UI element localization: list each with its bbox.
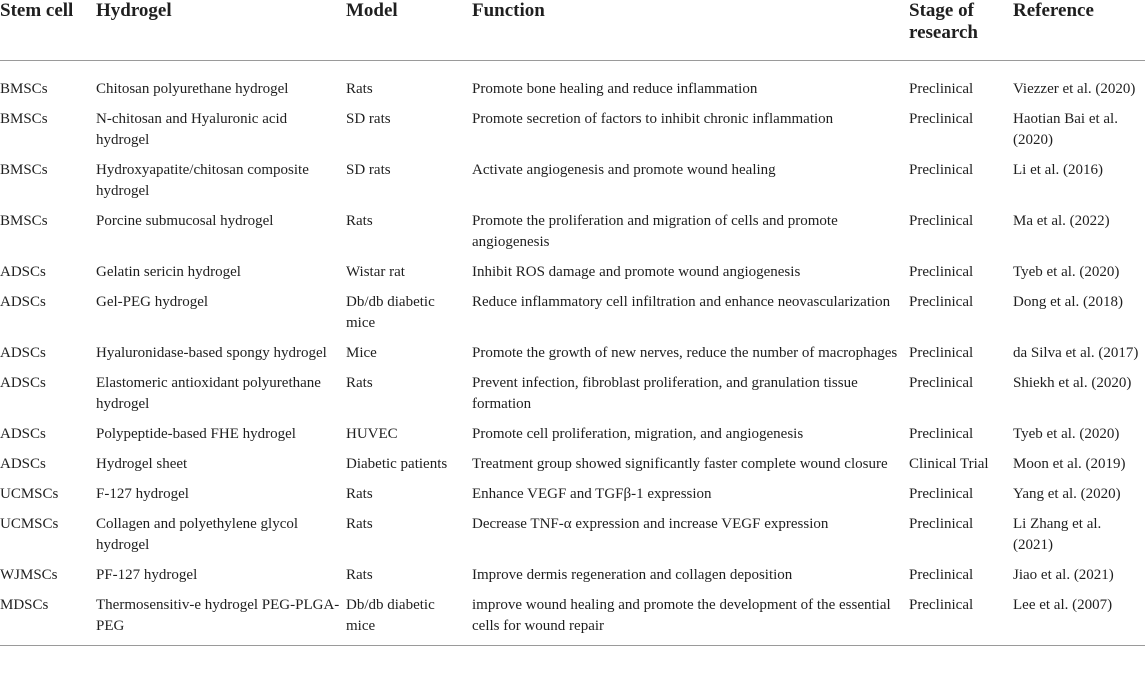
stage-cell: Preclinical bbox=[909, 516, 974, 532]
function-cell: Activate angiogenesis and promote wound healing bbox=[472, 162, 776, 178]
reference-cell: Li Zhang et al. (2021) bbox=[1013, 516, 1102, 553]
stage-cell: Preclinical bbox=[909, 567, 974, 583]
stem-cell-cell: BMSCs bbox=[0, 111, 48, 127]
stem-cell-cell: ADSCs bbox=[0, 375, 46, 391]
reference-cell: Viezzer et al. (2020) bbox=[1013, 81, 1136, 97]
function-cell: Promote secretion of factors to inhibit chronic inflammation bbox=[472, 111, 834, 127]
hydrogel-cell: Porcine submucosal hydrogel bbox=[96, 213, 274, 229]
table-row bbox=[0, 595, 1145, 646]
stem-cell-cell: ADSCs bbox=[0, 345, 46, 361]
stage-cell: Preclinical bbox=[909, 486, 974, 502]
reference-cell: Shiekh et al. (2020) bbox=[1013, 375, 1132, 391]
model-cell: Rats bbox=[346, 375, 373, 391]
stem-cell-cell: ADSCs bbox=[0, 426, 46, 442]
reference-cell: Moon et al. (2019) bbox=[1013, 456, 1126, 472]
hydrogel-cell: PF-127 hydrogel bbox=[96, 567, 198, 583]
model-cell: Diabetic patients bbox=[346, 456, 448, 472]
stage-cell: Preclinical bbox=[909, 426, 974, 442]
table-header-row bbox=[0, 0, 1145, 61]
stem-cell-cell: BMSCs bbox=[0, 213, 48, 229]
model-cell: Rats bbox=[346, 81, 373, 97]
model-cell: Db/db diabetic mice bbox=[346, 595, 472, 646]
function-cell: Promote cell proliferation, migration, and angiogenesis bbox=[472, 426, 804, 442]
model-cell: SD rats bbox=[346, 111, 391, 127]
table-row bbox=[0, 514, 1145, 565]
table-row bbox=[0, 373, 1145, 424]
stage-cell: Preclinical bbox=[909, 264, 974, 280]
reference-cell: Haotian Bai et al. (2020) bbox=[1013, 111, 1118, 148]
table-row bbox=[0, 160, 1145, 211]
stem-cell-cell: ADSCs bbox=[0, 294, 46, 310]
hydrogel-cell: Gel-PEG hydrogel bbox=[96, 294, 209, 310]
stage-cell: Preclinical bbox=[909, 375, 974, 391]
stage-cell: Preclinical bbox=[909, 213, 974, 229]
function-cell: Promote the growth of new nerves, reduce the number of macrophages bbox=[472, 345, 898, 361]
table-row bbox=[0, 343, 1145, 373]
model-cell: Rats bbox=[346, 213, 373, 229]
function-cell: Prevent infection, fibroblast proliferation, and granulation tissue formation bbox=[472, 375, 858, 412]
function-cell: Decrease TNF-α expression and increase VEGF expression bbox=[472, 516, 829, 532]
model-cell: Wistar rat bbox=[346, 264, 405, 280]
model-cell: HUVEC bbox=[346, 426, 398, 442]
table-row bbox=[0, 565, 1145, 595]
hydrogel-cell: F-127 hydrogel bbox=[96, 486, 189, 502]
hydrogel-cell: Hydrogel sheet bbox=[96, 456, 188, 472]
model-cell: Db/db diabetic mice bbox=[346, 294, 435, 331]
reference-cell: Tyeb et al. (2020) bbox=[1013, 264, 1120, 280]
function-cell: Reduce inflammatory cell infiltration and enhance neovascularization bbox=[472, 294, 891, 310]
stage-cell: Preclinical bbox=[909, 162, 974, 178]
hydrogel-cell: Elastomeric antioxidant polyurethane hydrogel bbox=[96, 375, 321, 412]
stem-cell-cell: BMSCs bbox=[0, 81, 48, 97]
table-row bbox=[0, 424, 1145, 454]
hydrogel-cell: Gelatin sericin hydrogel bbox=[96, 264, 241, 280]
hydrogel-cell: Chitosan polyurethane hydrogel bbox=[96, 81, 289, 97]
hydrogel-cell: Thermosensitiv-e hydrogel PEG-PLGA-PEG bbox=[96, 595, 346, 646]
hydrogel-cell: N-chitosan and Hyaluronic acid hydrogel bbox=[96, 111, 288, 148]
stage-cell: Preclinical bbox=[909, 81, 974, 97]
reference-cell: da Silva et al. (2017) bbox=[1013, 345, 1139, 361]
function-cell: Promote bone healing and reduce inflammation bbox=[472, 81, 758, 97]
table-row bbox=[0, 61, 1145, 110]
stem-cell-cell: ADSCs bbox=[0, 264, 46, 280]
header-function: Function bbox=[472, 0, 909, 61]
stem-cell-cell: WJMSCs bbox=[0, 567, 58, 583]
stage-cell: Preclinical bbox=[909, 294, 974, 310]
stage-cell: Preclinical bbox=[909, 111, 974, 127]
stem-cell-cell: ADSCs bbox=[0, 456, 46, 472]
stem-cell-cell: MDSCs bbox=[0, 595, 96, 646]
function-cell: Improve dermis regeneration and collagen deposition bbox=[472, 567, 793, 583]
stem-cell-cell: BMSCs bbox=[0, 162, 48, 178]
table-body bbox=[0, 61, 1145, 646]
reference-cell: Jiao et al. (2021) bbox=[1013, 567, 1114, 583]
table-row bbox=[0, 211, 1145, 262]
table-row bbox=[0, 109, 1145, 160]
hydrogel-cell: Hyaluronidase-based spongy hydrogel bbox=[96, 345, 327, 361]
stage-cell: Preclinical bbox=[909, 595, 1013, 646]
reference-cell: Lee et al. (2007) bbox=[1013, 595, 1145, 646]
stem-cell-cell: UCMSCs bbox=[0, 516, 59, 532]
header-hydrogel: Hydrogel bbox=[96, 0, 346, 61]
table-row bbox=[0, 292, 1145, 343]
model-cell: Rats bbox=[346, 516, 373, 532]
function-cell: Enhance VEGF and TGFβ-1 expression bbox=[472, 486, 712, 502]
header-stage-of-research: Stage of research bbox=[909, 0, 1013, 61]
header-stem-cell: Stem cell bbox=[0, 0, 96, 61]
model-cell: SD rats bbox=[346, 162, 391, 178]
table-row bbox=[0, 454, 1145, 484]
function-cell: improve wound healing and promote the development of the essential cells for wound repair bbox=[472, 595, 909, 646]
hydrogel-cell: Collagen and polyethylene glycol hydrogel bbox=[96, 516, 299, 553]
header-reference: Reference bbox=[1013, 0, 1145, 61]
stage-cell: Clinical Trial bbox=[909, 456, 989, 472]
function-cell: Promote the proliferation and migration of cells and promote angiogenesis bbox=[472, 213, 838, 250]
reference-cell: Dong et al. (2018) bbox=[1013, 294, 1123, 310]
hydrogel-cell: Polypeptide-based FHE hydrogel bbox=[96, 426, 296, 442]
function-cell: Inhibit ROS damage and promote wound angiogenesis bbox=[472, 264, 801, 280]
table-row bbox=[0, 484, 1145, 514]
table-row bbox=[0, 262, 1145, 292]
hydrogel-cell: Hydroxyapatite/chitosan composite hydrogel bbox=[96, 162, 309, 199]
reference-cell: Yang et al. (2020) bbox=[1013, 486, 1121, 502]
stage-cell: Preclinical bbox=[909, 345, 974, 361]
model-cell: Rats bbox=[346, 567, 373, 583]
stem-cell-cell: UCMSCs bbox=[0, 486, 59, 502]
model-cell: Rats bbox=[346, 486, 373, 502]
reference-cell: Li et al. (2016) bbox=[1013, 162, 1103, 178]
reference-cell: Ma et al. (2022) bbox=[1013, 213, 1110, 229]
model-cell: Mice bbox=[346, 345, 377, 361]
function-cell: Treatment group showed significantly faster complete wound closure bbox=[472, 456, 888, 472]
header-model: Model bbox=[346, 0, 472, 61]
reference-cell: Tyeb et al. (2020) bbox=[1013, 426, 1120, 442]
